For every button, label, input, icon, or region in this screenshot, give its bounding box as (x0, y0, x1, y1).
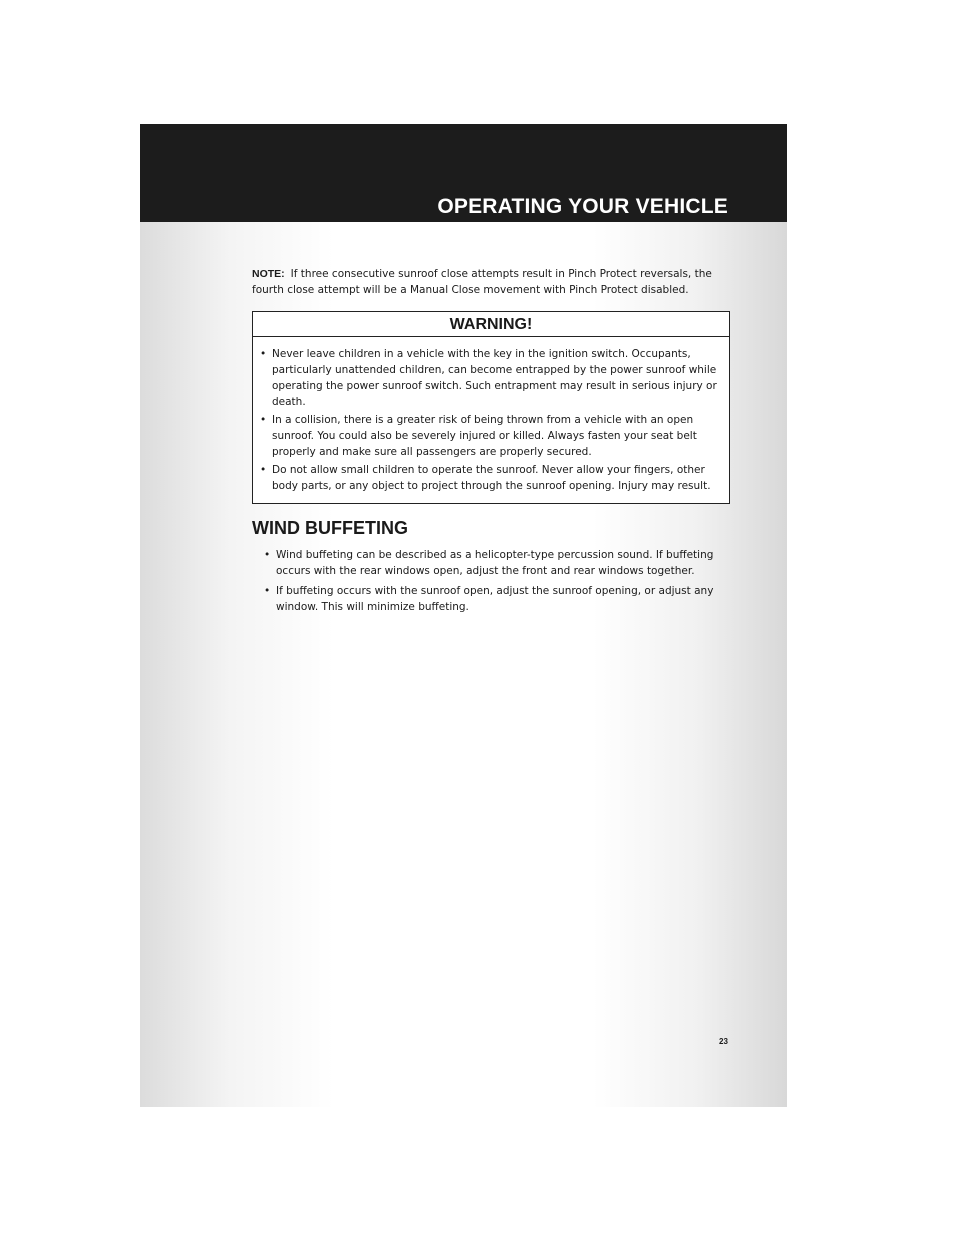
list-item (264, 547, 720, 579)
bullet-icon: • (264, 585, 271, 597)
list-item (264, 583, 720, 615)
bullet-icon: • (260, 348, 267, 360)
wind-buffeting-heading: WIND BUFFETING (252, 518, 408, 538)
page-number: 23 (719, 1037, 728, 1046)
list-item-text: Wind buffeting can be described as a helicopter-type percussion sound. If buffeting occurs with the rear windows open, adjust the front and rear windows together. (276, 549, 714, 577)
note-label: NOTE: (252, 268, 285, 280)
warning-box (252, 311, 730, 504)
wind-buffeting-list (252, 547, 730, 615)
warning-item-text: In a collision, there is a greater risk of being thrown from a vehicle with an open sunroof. You could also be severely injured or killed. Always fasten your seat belt properly and make sure all passengers are properly secured. (272, 414, 697, 458)
warning-item-text: Never leave children in a vehicle with the key in the ignition switch. Occupants, particularly unattended children, can become entrapped by the power sunroof while operating the power sunroof switch. Such entrapment may result in serious injury or death. (272, 348, 717, 408)
warning-title: WARNING! (253, 312, 729, 337)
section-title: OPERATING YOUR VEHICLE (437, 195, 728, 218)
header-band (140, 124, 787, 222)
list-item-text: If buffeting occurs with the sunroof open, adjust the sunroof opening, or adjust any window. This will minimize buffeting. (276, 585, 714, 613)
note-paragraph (252, 266, 730, 298)
warning-item (260, 462, 721, 494)
warning-item-text: Do not allow small children to operate the sunroof. Never allow your fingers, other body parts, or any object to project through the sunroof opening. Injury may result. (272, 464, 711, 492)
bullet-icon: • (260, 464, 267, 476)
page-content (252, 266, 730, 619)
warning-item (260, 412, 721, 460)
warning-list (253, 337, 729, 503)
manual-page (140, 124, 787, 1107)
bullet-icon: • (264, 549, 271, 561)
warning-item (260, 346, 721, 410)
bullet-icon: • (260, 414, 267, 426)
note-text: If three consecutive sunroof close attempts result in Pinch Protect reversals, the fourth close attempt will be a Manual Close movement with Pinch Protect disabled. (252, 268, 712, 296)
